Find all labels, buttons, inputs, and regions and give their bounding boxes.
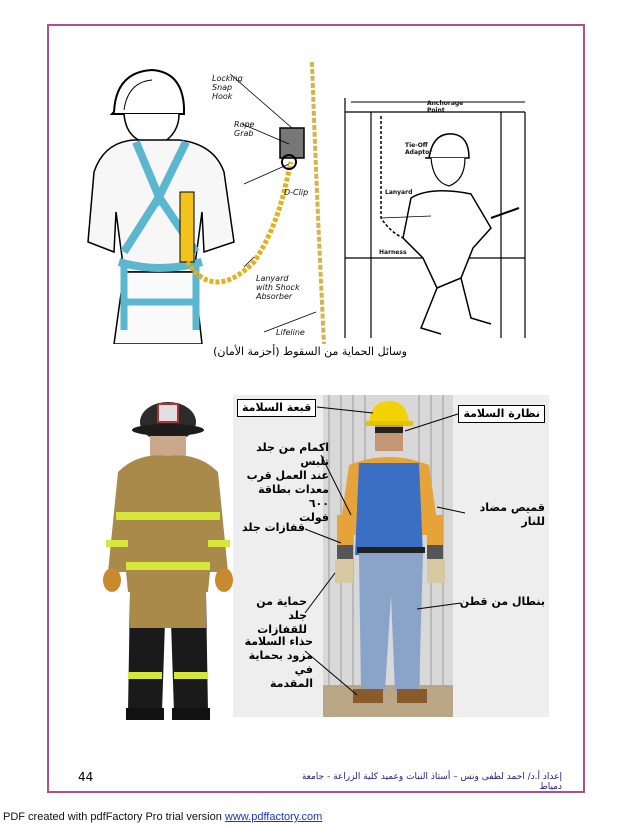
label-safety-shoes: حذاء السلامة مزود بحماية في المقدمة [244, 635, 313, 690]
pdf-note-text: PDF created with pdfFactory Pro trial version [3, 811, 225, 823]
label-lifeline: Lifeline [276, 328, 305, 337]
label-lanyard: Lanyard with Shock Absorber [256, 274, 300, 301]
page-number: 44 [78, 770, 94, 784]
harness-illustration [84, 62, 344, 344]
label-glove-protection: حماية من جلد للقفازات [256, 595, 307, 636]
firefighter-photo [98, 392, 238, 722]
label-anchorage: Anchorage Point [427, 100, 464, 114]
label-tie-off: Tie-Off Adaptor [405, 142, 433, 156]
harness-drawing [84, 62, 344, 344]
label-harness: Harness [379, 249, 407, 256]
caption-fall-protection: وسائل الحماية من السقوط (أحزمة الأمان) [213, 345, 407, 358]
label-lanyard-right: Lanyard [385, 189, 413, 196]
footer-author: إعداد أ.د/ احمد لطفى ونس – أستاذ النبات وعميد كلية الزراعة - جامعة دمياط [301, 772, 562, 792]
pdffactory-link[interactable]: www.pdffactory.com [224, 811, 323, 823]
label-snap-hook: Locking Snap Hook [212, 74, 243, 101]
pdf-creator-note [3, 811, 322, 823]
label-d-clip: D-Clip [284, 188, 309, 197]
worker-tieoff-illustration [341, 98, 531, 340]
label-rope-grab: Rope Grab [234, 120, 255, 138]
label-leather-gloves: قفازات جلد [241, 521, 305, 534]
firefighter-drawing [98, 392, 238, 722]
label-fire-resistant-shirt: قميص مضاد للنار [479, 501, 545, 528]
label-safety-helmet: قبعة السلامة [237, 399, 316, 417]
label-cotton-pants: بنطال من قطن [459, 595, 545, 608]
label-safety-glasses: نظارة السلامة [458, 405, 545, 423]
label-leather-sleeves: اكمام من جلد تلبس عند العمل قرب معدات بطاقة ٦٠٠ فولت [246, 441, 329, 524]
tieoff-drawing [341, 98, 531, 340]
ppe-photo [233, 395, 549, 717]
